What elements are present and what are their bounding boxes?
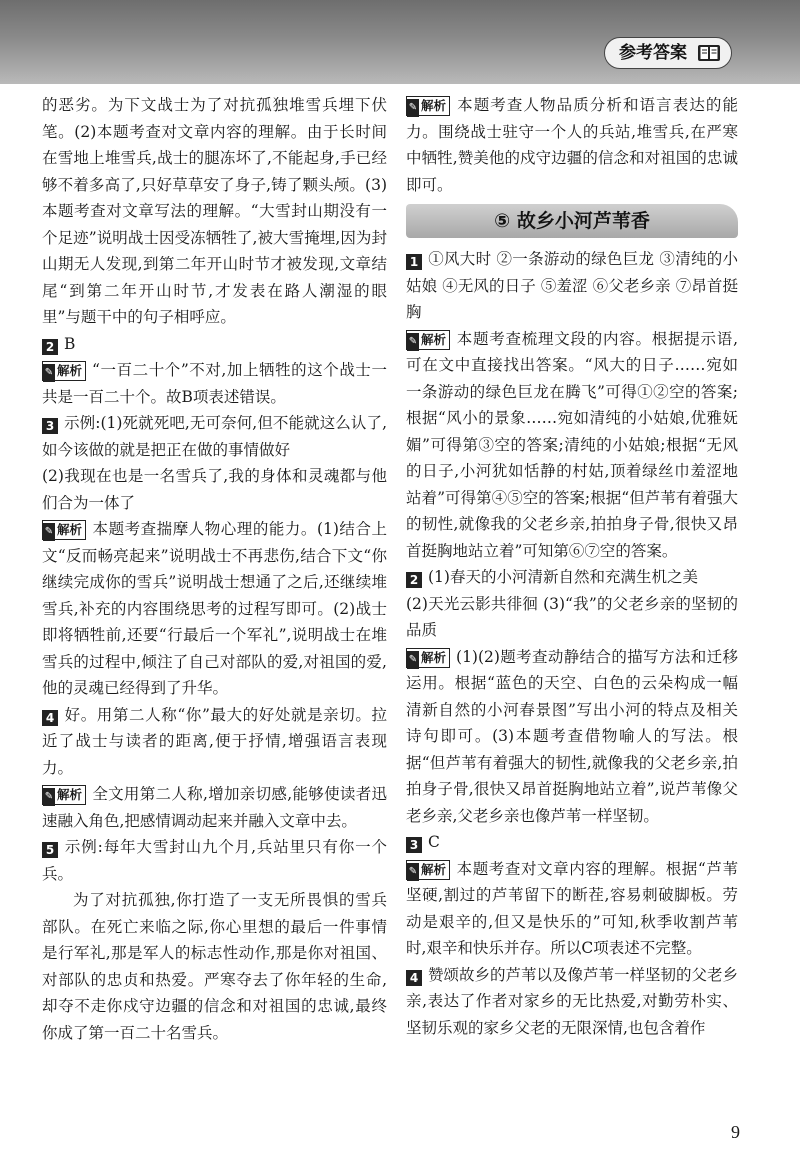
analysis-3 [42, 516, 387, 702]
header-bar [0, 0, 800, 84]
book-icon [697, 44, 721, 62]
analysis-text: “一百二十个”不对,加上牺牲的这个战士一共是一百二十个。故B项表述错误。 [42, 361, 387, 406]
answer-text: B [64, 334, 76, 353]
question-number: 4 [406, 970, 422, 986]
question-number: 5 [42, 842, 58, 858]
question-3 [406, 829, 738, 856]
analysis-2 [406, 644, 738, 830]
page-number: 9 [731, 1122, 740, 1142]
left-column [42, 92, 387, 1046]
pencil-icon: ✎ [407, 863, 419, 881]
analysis-3 [406, 856, 738, 962]
question-3 [42, 410, 387, 463]
analysis-tag: ✎ 解析 [406, 860, 450, 880]
badge-label: 参考答案 [619, 43, 687, 63]
answer-text: 好。用第二人称“你”最大的好处就是亲切。拉近了战士与读者的距离,便于抒情,增强语言表现力。 [42, 705, 387, 777]
pencil-icon: ✎ [43, 523, 55, 541]
analysis-tag: ✎ 解析 [406, 96, 450, 116]
pencil-icon: ✎ [43, 788, 55, 806]
question-2 [406, 564, 738, 591]
analysis-tag: ✎ 解析 [406, 330, 450, 350]
right-column [406, 92, 738, 1041]
left-paragraph-1: 的恶劣。为下文战士为了对抗孤独堆雪兵埋下伏笔。(2)本题考查对文章内容的理解。由于长时间在雪地上堆雪兵,战士的腿冻坏了,不能起身,手已经够不着多高了,只好草草安了身子,铸了颗头颅。(3)本题考查对文章写法的理解。“大雪封山期没有一个足迹”说明战士因受冻牺牲了,被大雪掩埋,因为封山期无人发现,到第二年开山时节才被发现,文章结尾“到第二年开山时节,才发表在路人潮湿的眼里”与题干中的句子相呼应。 [42, 96, 387, 326]
answer-text: 示例:(1)死就死吧,无可奈何,但不能就这么认了,如今该做的就是把正在做的事情做好 [42, 414, 387, 459]
question-number: 3 [406, 837, 422, 853]
answer-3-part-2: (2)我现在也是一名雪兵了,我的身体和灵魂都与他们合为一体了 [42, 467, 387, 512]
pencil-icon: ✎ [407, 333, 419, 351]
analysis-1 [406, 326, 738, 565]
analysis-tag: ✎ 解析 [42, 785, 86, 805]
answer-2-part-2: (2)天光云影共徘徊 (3)“我”的父老乡亲的坚韧的品质 [406, 594, 738, 639]
analysis-tag: ✎ 解析 [42, 361, 86, 381]
pencil-icon: ✎ [407, 99, 419, 117]
analysis-tag: ✎ 解析 [406, 648, 450, 668]
question-4 [406, 962, 738, 1042]
answer-text: (1)春天的小河清新自然和充满生机之美 [428, 568, 698, 586]
question-5 [42, 834, 387, 887]
answer-text: 赞颂故乡的芦苇以及像芦苇一样坚韧的父老乡亲,表达了作者对家乡的无比热爱,对勤劳朴实、坚韧乐观的家乡父老的无限深情,也包含着作 [406, 965, 739, 1037]
question-1 [406, 246, 738, 326]
question-number: 2 [406, 572, 422, 588]
answer-text: ①风大时 ②一条游动的绿色巨龙 ③清纯的小姑娘 ④无风的日子 ⑤羞涩 ⑥父老乡亲 ⑦昂首挺胸 [406, 250, 738, 321]
pencil-icon: ✎ [407, 651, 419, 669]
pencil-icon: ✎ [43, 364, 55, 382]
analysis-text: 本题考查揣摩人物心理的能力。(1)结合上文“反而畅亮起来”说明战士不再悲伤,结合下文“你继续完成你的雪兵”说明战士想通了之后,还继续堆雪兵,补充的内容围绕思考的过程写即可。(2)战士即将牺牲前,还要“行最后一个军礼”,说明战士在堆雪兵的过程中,倾注了自己对部队的爱,对祖国的爱,他的灵魂已经得到了升华。 [42, 520, 387, 697]
analysis-top [406, 92, 738, 198]
analysis-text: 本题考查梳理文段的内容。根据提示语,可在文中直接找出答案。“风大的日子……宛如一条游动的绿色巨龙在腾飞”可得①②空的答案;根据“风小的景象……宛如清纯的小姑娘,优雅妩媚”可得第③空的答案;清纯的小姑娘;根据“无风的日子,小河犹如恬静的村姑,顶着绿丝巾羞涩地站着”可得第④⑤空的答案;根据“但芦苇有着强大的韧性,就像我的父老乡亲,拍拍身子骨,很快又昂首挺胸地站立着”可知第⑥⑦空的答案。 [406, 329, 738, 560]
question-number: 1 [406, 254, 422, 270]
analysis-text: (1)(2)题考查动静结合的描写方法和迁移运用。根据“蓝色的天空、白色的云朵构成一幅清新自然的小河春景图”写出小河的特点及相关诗句即可。(3)本题考查借物喻人的写法。根据“但芦苇有着强大的韧性,就像我的父老乡亲,拍拍身子骨,很快又昂首挺胸地站立着”,说芦苇像父老乡亲,父老乡亲也像芦苇一样坚韧。 [406, 647, 738, 825]
question-4 [42, 702, 387, 782]
analysis-text: 全文用第二人称,增加亲切感,能够使读者迅速融入角色,把感情调动起来并融入文章中去。 [42, 785, 387, 830]
analysis-4 [42, 781, 387, 834]
answer-badge [604, 37, 732, 69]
analysis-tag: ✎ 解析 [42, 520, 86, 540]
answer-text: 示例:每年大雪封山九个月,兵站里只有你一个兵。 [42, 838, 387, 883]
answer-text: C [428, 833, 440, 851]
analysis-text: 本题考查人物品质分析和语言表达的能力。围绕战士驻守一个人的兵站,堆雪兵,在严寒中牺牲,赞美他的戍守边疆的信念和对祖国的忠诚即可。 [406, 96, 738, 194]
section-title: ⑤ 故乡小河芦苇香 [406, 204, 738, 238]
question-number: 2 [42, 339, 58, 355]
question-number: 4 [42, 710, 58, 726]
analysis-2 [42, 357, 387, 410]
question-2 [42, 331, 387, 358]
question-number: 3 [42, 418, 58, 434]
answer-5-part-2: 为了对抗孤独,你打造了一支无所畏惧的雪兵部队。在死亡来临之际,你心里想的最后一件事情是行军礼,那是军人的标志性动作,那是你对祖国、对部队的忠贞和热爱。严寒夺去了你年轻的生命,却夺不走你戍守边疆的信念和对祖国的忠诚,最终你成了第一百二十名雪兵。 [42, 891, 387, 1042]
analysis-text: 本题考查对文章内容的理解。根据“芦苇坚硬,割过的芦苇留下的断茬,容易刺破脚板。劳动是艰辛的,但又是快乐的”可知,秋季收割芦苇时,艰辛和快乐并存。所以C项表述不完整。 [406, 859, 738, 957]
